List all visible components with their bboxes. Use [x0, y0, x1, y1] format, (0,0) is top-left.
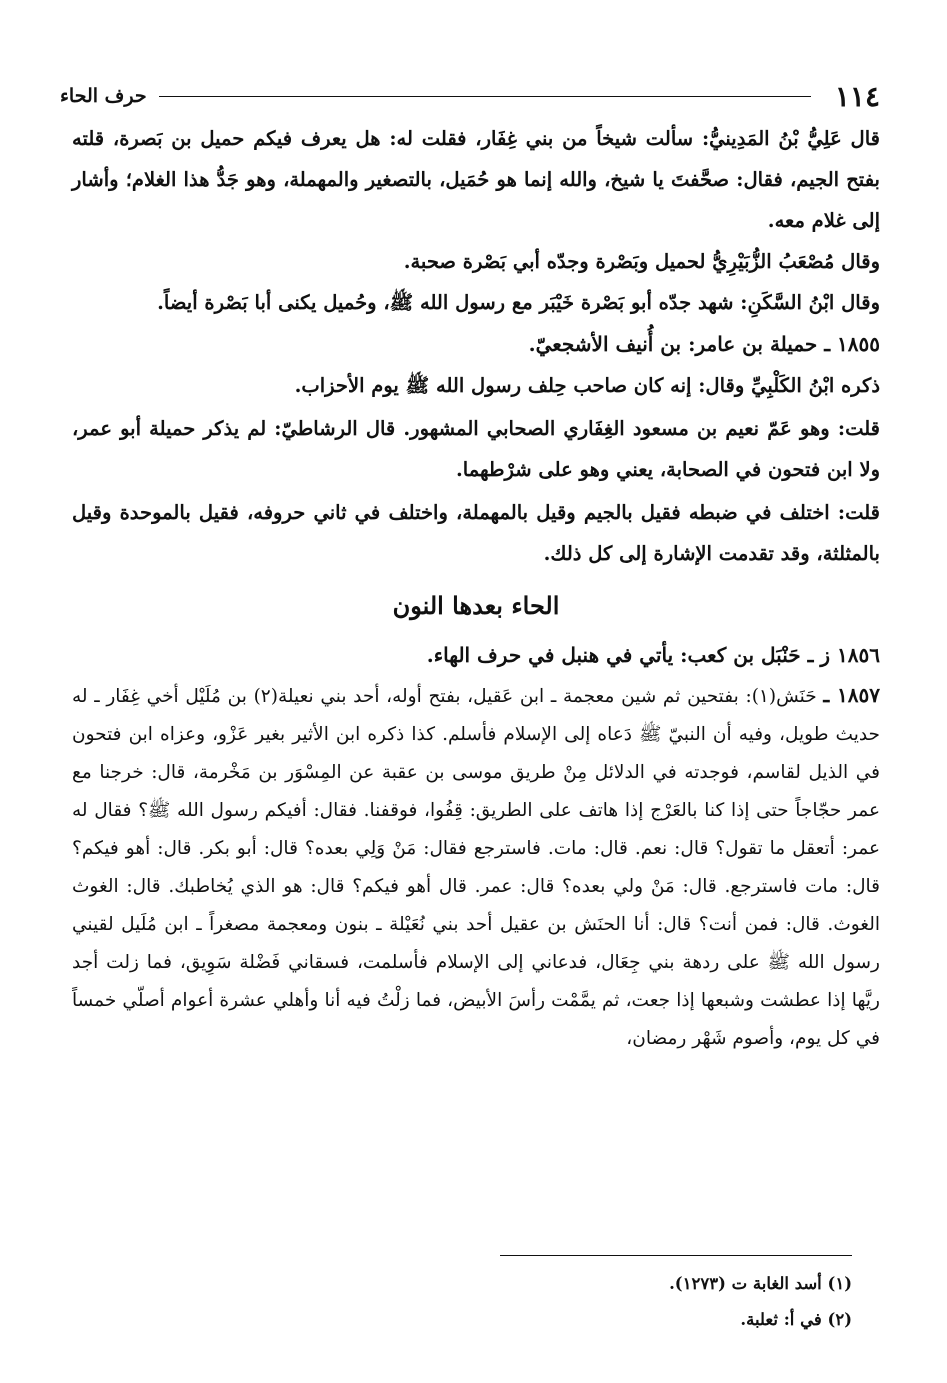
entry-1855-text: ذكره ابْنُ الكَلْبِيِّ وقال: إنه كان صاحب حِلف رسول الله ﷺ يوم الأحزاب. — [294, 374, 880, 397]
paragraph-musab-zubayri: وقال مُصْعَبُ الزُّبَيْرِيُّ لحميل وبَصْرة وجدّه أبي بَصْرة صحبة. — [403, 250, 880, 273]
page-header — [60, 78, 880, 114]
footnote-rule — [500, 1255, 852, 1256]
footnote-2: (٢) في أ: ثعلبة. — [740, 1310, 852, 1329]
section-heading: الحاء بعدها النون — [392, 591, 560, 620]
running-title: حرف الحاء — [60, 85, 147, 107]
entry-1855-note-1: قلت: وهو عَمّ نعيم بن مسعود الغِفَاري الصحابي المشهور. قال الرشاطيّ: لم يذكر حميلة أبو عمر، ولا ابن فتحون في الصحابة، يعني وهو على شرْطهما. — [72, 417, 880, 481]
entry-1855-heading: ١٨٥٥ ـ حميلة بن عامر: بن أُنيف الأشجعيّ. — [528, 332, 880, 356]
page-number: ١١٤ — [834, 79, 880, 113]
entry-1856: ١٨٥٦ ز ـ حَنْبَل بن كعب: يأتي في هنبل في حرف الهاء. — [426, 643, 880, 667]
entry-1857-text: حَنَش(١): بفتحين ثم شين معجمة ـ ابن عَقيل، بفتح أوله، أحد بني نعيلة(٢) بن مُلَيْل أخي غِفَار ـ له حديث طويل، وفيه أن النبيّ ﷺ دَعاه إلى الإسلام فأسلم. كذا ذكره ابن الأثير بغير عَزْو، وعزاه ابن فتحون في الذيل لقاسم، فوجدته في الدلائل مِنْ طريق موسى بن عقبة عن المِسْوَر بن مَخْرمة، قال: خرجنا مع عمر حجّاجاً حتى إذا كنا بالعَرْج إذا هاتف على الطريق: قِفُوا، فوقفنا. فقال: أفيكم رسول الله ﷺ؟ فقال له عمر: أتعقل ما تقول؟ قال: نعم. قال: مات. فاسترجع فقال: مَنْ وَلِي بعده؟ قال: أبو بكر. قال: أهو فيكم؟ قال: مات فاسترجع. قال: مَنْ ولي بعده؟ قال: عمر. قال أهو فيكم؟ قال: هو الذي يُخاطبك. قال: الغوث الغوث. قال: فمن أنت؟ قال: أنا الحنَش بن عقيل أحد بني نُعَيْلة ـ بنون ومعجمة مصغراً ـ ابن مُلَيل لقيني رسول الله ﷺ على ردهة بني جِعَال، فدعاني إلى الإسلام فأسلمت، فسقاني فَضْلة سَوِيق، فما زلت أجد ريَّها إذا عطشت وشبعها إذا جعت، ثم يمَّمْت رأسَ الأبيض، فما زلْتُ فيه أنا وأهلي عشرة أعوام أصلّي خمساً في كل يوم، وأصوم شَهْر رمضان، — [72, 686, 880, 1049]
entry-1857-number: ١٨٥٧ ـ — [823, 683, 880, 707]
entry-1857 — [72, 676, 880, 1058]
page-body — [72, 118, 880, 1058]
entry-1855-note-2: قلت: اختلف في ضبطه فقيل بالجيم وقيل بالمهملة، واختلف في ثاني حروفه، فقيل بالموحدة وقيل بالمثلثة، وقد تقدمت الإشارة إلى كل ذلك. — [72, 501, 880, 565]
footnotes — [500, 1266, 852, 1338]
paragraph-ali-ibn-madini: قال عَلِيُّ بْنُ المَدِينيُّ: سألت شيخاً من بني غِفَار، فقلت له: هل يعرف فيكم حميل بن بَصرة، قلته بفتح الجيم، فقال: صحَّفتَ يا شيخ، والله إنما هو حُمَيل، بالتصغير والمهملة، وهو جَدُّ هذا الغلام؛ وأشار إلى غلام معه. — [72, 127, 880, 232]
paragraph-ibn-sakan: وقال ابْنُ السَّكَنِ: شهد جدّه أبو بَصْرة خَيْبَر مع رسول الله ﷺ، وحُميل يكنى أبا بَصْرة أيضاً. — [157, 291, 880, 314]
header-rule — [159, 96, 811, 97]
footnote-1: (١) أسد الغابة ت (١٢٧٣). — [669, 1274, 852, 1293]
